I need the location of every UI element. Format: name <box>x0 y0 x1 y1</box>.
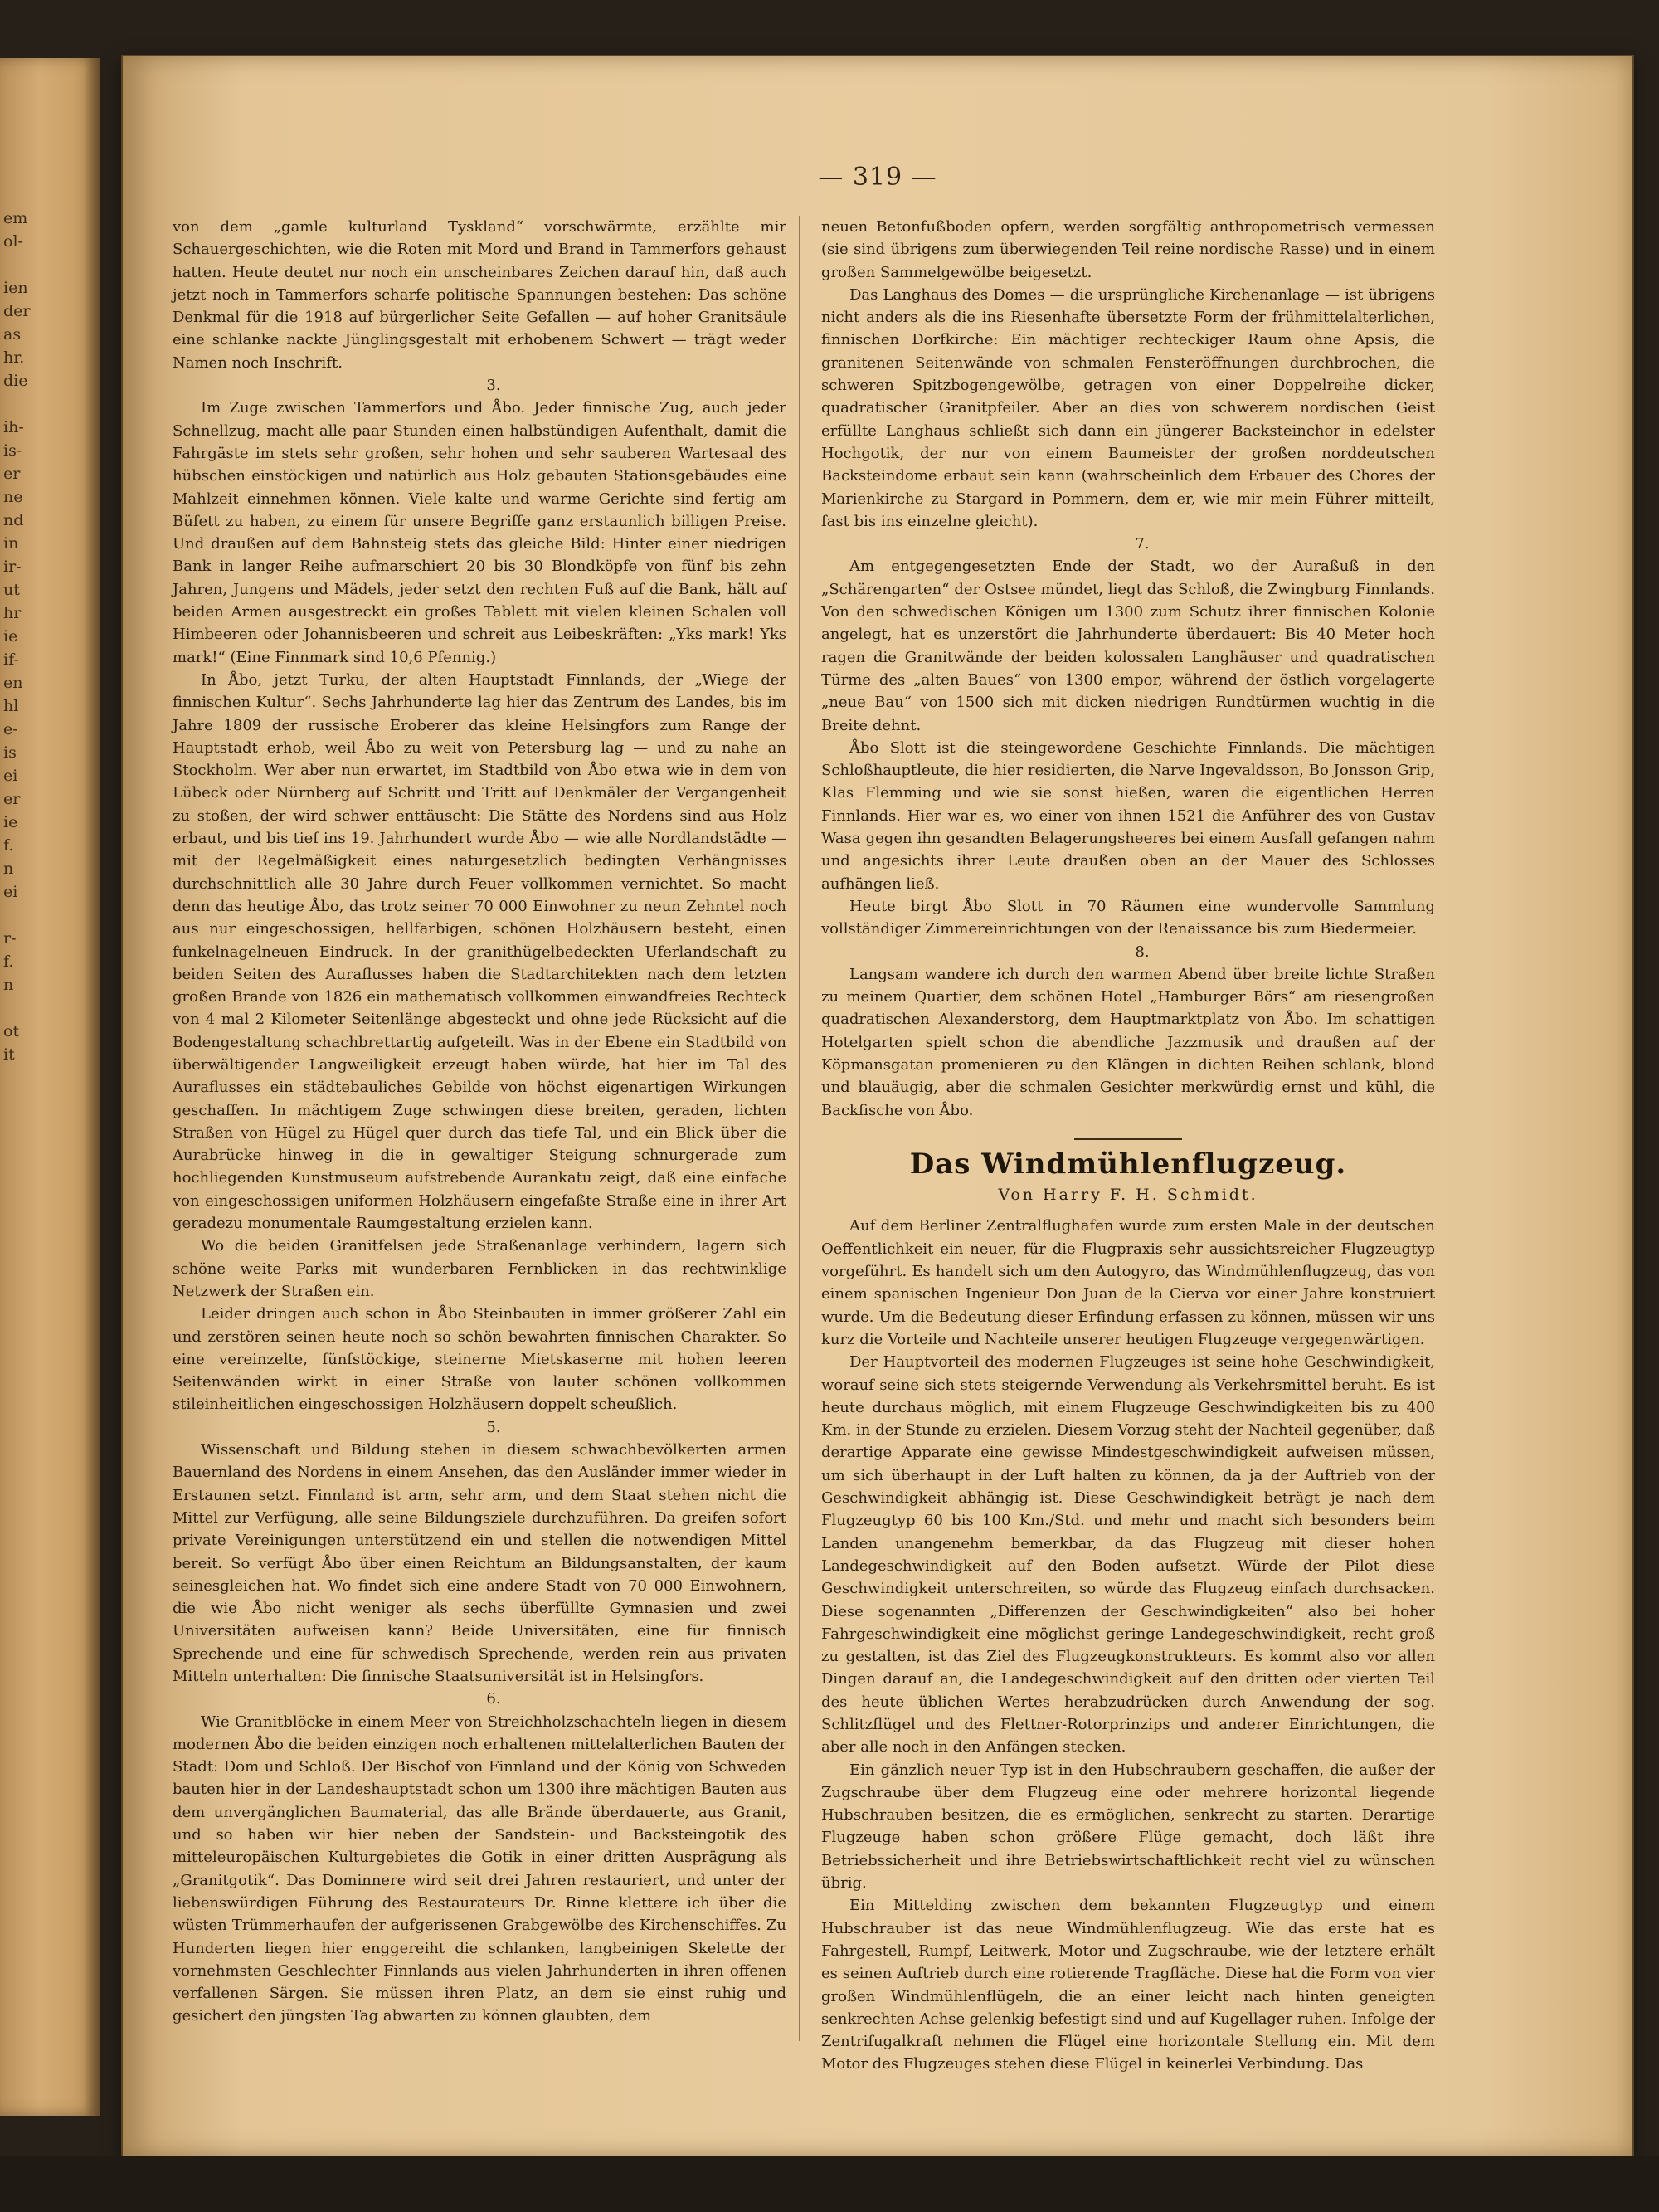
left-page-fragment: e- <box>3 720 18 738</box>
article-paragraph-1: Auf dem Berliner Zentralflughafen wurde zum ersten Male in der deutschen Oeffentlichkeit ein neuer, für die Flugpraxis sehr aussichtsreicher Flugzeugtyp vorgeführt. Es handelt sich um den Autogyro, das Windmühlenflugzeug, das von einem spanischen Ingenieur Don Juan de la Cierva vor einer Jahre konstruiert wurde. Um die Bedeutung dieser Erfindung erfassen zu können, müssen wir uns kurz die Vorteile und Nachteile unserer heutigen Flugzeuge vergegenwärtigen. <box>821 1217 1435 1348</box>
paragraph-train: Im Zuge zwischen Tammerfors und Åbo. Jeder finnische Zug, auch jeder Schnellzug, macht alle paar Stunden einen halbstündigen Aufenthalt, damit die Fahrgäste im stets sehr großen, sehr hohen und sehr sauberen Wartesaal des hübschen einstöckigen und natürlich aus Holz gebauten Stationsgebäudes eine Mahlzeit einnehmen können. Viele kalte und warme Gerichte sind fertig am Büfett zu haben, zu einem für unsere Begriffe ganz erstaunlich billigen Preise. Und draußen auf dem Bahnsteig stets das gleiche Bild: Hinter einer niedrigen Bank in langer Reihe aufmarschiert 20 bis 30 Blondköpfe von fünf bis zehn Jahren, Jungens und Mädels, jeder setzt den rechten Fuß auf die Bank, hält auf beiden Armen ausgestreckt ein großes Tablett mit vielen kleinen Schalen voll Himbeeren oder Johannisbeeren und schreit aus Leibeskräften: „Yks mark! Yks mark!“ (Eine Finnmark sind 10,6 Pfennig.) <box>173 399 786 666</box>
left-page-fragment: der <box>3 302 31 320</box>
left-page-fragment: ei <box>3 883 18 901</box>
left-page-fragment: is- <box>3 441 22 460</box>
left-page-fragment: if- <box>3 650 19 669</box>
left-page-fragment: r- <box>3 929 17 948</box>
left-page-fragment: em <box>3 209 28 227</box>
section-number-8: 8. <box>1135 943 1150 961</box>
left-page-fragment: ien <box>3 279 28 297</box>
left-page-fragment: en <box>3 674 23 692</box>
paragraph-sammlung: Heute birgt Åbo Slott in 70 Räumen eine wundervolle Sammlung vollständiger Zimmereinrichtungen von der Renaissance bis zum Biedermeier. <box>821 897 1435 938</box>
left-page-fragment: ie <box>3 813 18 831</box>
left-page-fragment: ih- <box>3 418 24 436</box>
left-page-fragment: nd <box>3 511 24 529</box>
paragraph-schloss: Am entgegengesetzten Ende der Stadt, wo der Auraßuß in den „Schärengarten“ der Ostsee mündet, liegt das Schloß, die Zwingburg Finnlands. Von den schwedischen Königen um 1300 zum Schutz ihrer finnischen Kolonie angelegt, hat es unzerstört die Jahrhunderte überdauert: Bis 40 Meter hoch ragen die Granitwände der beiden kolossalen Langhäuser und quadratischen Türme des „alten Baues“ von 1300 empor, während der östlich vorgelagerte „neue Bau“ von 1500 sich mit dicken niedrigen Rundtürmen wuchtig in die Breite dehnt. <box>821 558 1435 734</box>
section-number-5: 5. <box>486 1418 501 1436</box>
paragraph-intro: von dem „gamle kulturland Tyskland“ vorschwärmte, erzählte mir Schauergeschichten, wie die Roten mit Mord und Brand in Tammerfors gehaust hatten. Heute deutet nur noch ein unscheinbares Zeichen darauf hin, daß auch jetzt noch in Tammerfors scharfe politische Spannungen bestehen: Das schöne Denkmal für die 1918 auf bürgerlicher Seite Gefallen — auf hoher Granitsäule eine schlanke nackte Jünglingsgestalt mit erhobenem Schwert — trägt weder Namen noch Inschrift. <box>173 218 786 372</box>
left-page-fragment: ut <box>3 581 20 599</box>
paragraph-abo: In Åbo, jetzt Turku, der alten Hauptstadt Finnlands, der „Wiege der finnischen Kultur“. Sechs Jahrhunderte lag hier das Zentrum des Landes, bis im Jahre 1809 der russische Eroberer das kleine Helsingfors zum Range der Hauptstadt erhob, weil Åbo zu weit von Petersburg lag — und zu nahe an Stockholm. Wer aber nun erwartet, im Stadtbild von Åbo etwa wie in dem von Lübeck oder Nürnberg auf Schritt und Tritt auf Denkmäler der Vergangenheit zu stoßen, der wird schwer enttäuscht: Die Stätte des Nordens sind aus Holz erbaut, und bis tief ins 19. Jahrhundert wurde Åbo — wie alle Nordlandstädte — mit der Regelmäßigkeit eines naturgesetzlich bedingten Verhängnisses durchschnittlich alle 30 Jahre durch Feuer vollkommen vernichtet. So macht denn das heutige Åbo, das trotz seiner 70 000 Einwohner zu neun Zehntel noch aus nur eingeschossigen, hellfarbigen, schönen Holzhäusern besteht, einen funkelnagelneuen Eindruck. In der granithügelbedeckten Uferlandschaft zu beiden Seiten des Auraflusses haben die Stadtarchitekten nach dem letzten großen Brande von 1826 ein mathematisch vollkommen einwandfreies Rechteck von 4 mal 2 Kilometer Seitenlänge abgesteckt und ohne jede Rücksicht auf die Bodengestaltung schachbrettartig aufgeteilt. Was in der Ebene ein Stadtbild von überwältigender Langweiligkeit erzeugt haben würde, hat hier im Tal des Auraflusses ein städtebauliches Gebilde von höchst eigenartigen Wirkungen geschaffen. In mächtigem Zuge schwingen diese breiten, geraden, lichten Straßen von Hügel zu Hügel quer durch das tiefe Tal, und ein Blick über die Aurabrücke hinweg in die in gewaltiger Steigung schnurgerade zum hochliegenden Kunstmuseum aufstrebende Aurankatu zeigt, daß eine einfache von eingeschossigen uniformen Holzhäusern eingefaßte Straße eine in ihrer Art geradezu monumentale Raumgestaltung erzielen kann. <box>173 670 786 1233</box>
article-paragraph-2: Der Hauptvorteil des modernen Flugzeuges ist seine hohe Geschwindigkeit, worauf seine sich stets steigernde Verwendung als Verkehrsmittel beruht. Es ist heute durchaus möglich, mit einem Flugzeuge Geschwindigkeiten bis zu 400 Km. in der Stunde zu erzielen. Diesem Vorzug steht der Nachteil gegenüber, daß derartige Apparate eine gewisse Mindestgeschwindigkeit aufweisen müssen, um sich überhaupt in der Luft halten zu können, da ja der Auftrieb von der Geschwindigkeit abhängig ist. Diese Geschwindigkeit beträgt je nach dem Flugzeugtyp 60 bis 100 Km./Std. und mehr und macht sich besonders beim Landen unangenehm bemerkbar, da das Flugzeug mit dieser hohen Landegeschwindigkeit auf den Boden aufsetzt. Würde der Pilot diese Geschwindigkeit unterschreiten, so würde das Flugzeug einfach durchsacken. Diese sogenannten „Differenzen der Geschwindigkeiten“ also bei hoher Fahrgeschwindigkeit eine möglichst geringe Landegeschwindigkeit, recht groß zu gestalten, ist das Ziel des Flugzeugkonstrukteurs. Es kommt also vor allen Dingen darauf an, die Landegeschwindigkeit auf den dritten oder vierten Teil des heute üblichen Wertes herabzudrücken durch Anwendung der sog. Schlitzflügel und des Flettner-Rotorprinzips und anderer Einrichtungen, die aber alle noch in den Anfängen stecken. <box>821 1353 1435 1756</box>
newspaper-page <box>123 56 1632 2156</box>
right-column <box>821 216 1435 2076</box>
left-page-fragment: n <box>3 860 14 878</box>
left-page-fragment: ot <box>3 1022 20 1040</box>
left-page-fragment: it <box>3 1045 15 1064</box>
left-page-fragment: f. <box>3 953 14 971</box>
left-page-fragment: ei <box>3 767 18 785</box>
left-page-fragment: er <box>3 790 21 808</box>
left-page-fragment: f. <box>3 836 14 855</box>
left-page-fragment: er <box>3 465 21 483</box>
section-number-3: 3. <box>486 377 501 395</box>
paragraph-continuation: neuen Betonfußboden opfern, werden sorgfältig anthropometrisch vermessen (sie sind übrigens zum überwiegenden Teil reine nordische Rasse) und in einem großen Sammelgewölbe beigesetzt. <box>821 218 1435 281</box>
paragraph-dom: Wie Granitblöcke in einem Meer von Streichholzschachteln liegen in diesem modernen Åbo die beiden einzigen noch erhaltenen mittelalterlichen Bauten der Stadt: Dom und Schloß. Der Bischof von Finnland und der König von Schweden bauten hier in der Landeshauptstadt schon um 1300 ihre mächtigen Bauten aus dem unvergänglichen Baumaterial, das alle Brände überdauerte, aus Granit, und so haben wir hier neben der Sandstein- und Backsteingotik des mitteleuropäischen Kulturgebietes die Gotik in einer dritten Ausprägung als „Granitgotik“. Das Dominnere wird seit drei Jahren restauriert, und unter der liebenswürdigen Führung des Restaurateurs Dr. Rinne klettere ich über die wüsten Trümmerhaufen der aufgerissenen Grabgewölbe des Kirchenschiffes. Zu Hunderten liegen hier enggereiht die schlanken, langbeinigen Skelette der vornehmsten Geschlechter Finnlands aus vielen Jahrhunderten in ihren offenen verfallenen Särgen. Sie müssen ihren Platz, an dem sie einst ruhig und gesichert den jüngsten Tag abwarten zu können glaubten, dem <box>173 1713 786 2025</box>
left-page-fragment: hr. <box>3 348 25 367</box>
article-title: Das Windmühlenflugzeug. <box>909 1147 1347 1181</box>
left-page-fragment: ir- <box>3 558 22 576</box>
left-page-fragment: ie <box>3 627 18 646</box>
left-column <box>173 216 786 2028</box>
left-page-fragment: hr <box>3 604 22 622</box>
left-page-edge <box>0 58 100 2116</box>
left-page-fragment: in <box>3 534 19 553</box>
section-number-6: 6. <box>486 1690 501 1708</box>
paragraph-langhaus: Das Langhaus des Domes — die ursprüngliche Kirchenanlage — ist übrigens nicht anders als die ins Riesenhafte übersetzte Form der frühmittelalterlichen, finnischen Dorfkirche: Ein mächtiger rechteckiger Raum ohne Apsis, die granitenen Seitenwände von schmalen Fensteröffnungen durchbrochen, die schweren Spitzbogengewölbe, getragen von einer Doppelreihe dicker, quadratischer Granitpfeiler. Aber an dies von schwerem nordischen Geist erfüllte Langhaus schließt sich dann ein jüngerer Backsteinchor in edelster Hochgotik, der nur von einem Baumeister der großen norddeutschen Backsteindome erbaut sein kann (wahrscheinlich dem Erbauer des Chores der Marienkirche zu Stargard in Pommern, dem er, wie mir mein Führer mitteilt, fast bis ins einzelne gleicht). <box>821 285 1435 530</box>
left-page-fragment: ne <box>3 488 23 506</box>
paragraph-abend: Langsam wandere ich durch den warmen Abend über breite lichte Straßen zu meinem Quartier, dem schönen Hotel „Hamburger Börs“ am riesengroßen quadratischen Alexanderstorg, dem Hauptmarktplatz von Åbo. Im schattigen Hotelgarten spielt schon die abendliche Jazzmusik und draußen auf der Köpmansgatan promenieren zu den Klängen in dichten Reihen schlank, blond und blauäugig, aber die schmalen Gesichter merkwürdig ernst und kühl, die Backfische von Åbo. <box>821 965 1435 1119</box>
left-page-fragment: ol- <box>3 232 23 251</box>
article-separator <box>1074 1138 1182 1140</box>
paragraph-steinbauten: Leider dringen auch schon in Åbo Steinbauten in immer größerer Zahl ein und zerstören seinen heute noch so schön bewahrten finnischen Charakter. So eine vereinzelte, fünfstöckige, steinerne Mietskaserne mit hohen leeren Seitenwänden wirkt in einer Straße von lauter schönen vollkommen stileinheitlichen eingeschossigen Holzhäusern doppelt scheußlich. <box>173 1305 786 1414</box>
left-page-fragment: n <box>3 976 14 994</box>
article-paragraph-4: Ein Mittelding zwischen dem bekannten Flugzeugtyp und einem Hubschrauber ist das neue Windmühlenflugzeug. Wie das erste hat es Fahrgestell, Rumpf, Leitwerk, Motor und Zugschraube, wie der letztere erhält es seinen Auftrieb durch eine rotierende Tragfläche. Diese hat die Form von vier großen Windmühlenflügeln, die an einer leicht nach hinten geneigten senkrechten Achse gelenkig befestigt sind und auf Kugellager ruhen. Infolge der Zentrifugalkraft nehmen die Flügel eine horizontale Stellung ein. Mit dem Motor des Flugzeuges stehen diese Flügel in keinerlei Verbindung. Das <box>821 1897 1435 2073</box>
page-number: — 319 — <box>818 163 937 192</box>
paragraph-slott: Åbo Slott ist die steingewordene Geschichte Finnlands. Die mächtigen Schloßhauptleute, die hier residierten, die Narve Ingevaldsson, Bo Jonsson Grip, Klas Flemming und wie sie sonst hießen, waren die eigentlichen Herren Finnlands. Hier war es, wo einer von ihnen 1521 die Anführer des von Gustav Wasa gegen ihn gesandten Belagerungsheeres bei einem Ausfall gefangen nahm und angesichts ihrer Leute draußen oben an der Mauer des Schlosses aufhängen ließ. <box>821 738 1435 893</box>
paragraph-bildung: Wissenschaft und Bildung stehen in diesem schwachbevölkerten armen Bauernland des Nordens in einem Ansehen, das den Ausländer immer wieder in Erstaunen setzt. Finnland ist arm, sehr arm, und dem Staat stehen nicht die Mittel zur Verfügung, alle seine Bildungsziele durchzuführen. Da greifen sofort private Vereinigungen unterstützend ein und stellen die notwendigen Mittel bereit. So verfügt Åbo über einen Reichtum an Bildungsanstalten, der kaum seinesgleichen hat. Wo findet sich eine andere Stadt von 70 000 Einwohnern, die wie Åbo nicht weniger als sechs überfüllte Gymnasien und zwei Universitäten aufweisen kann? Beide Universitäten, eine für finnisch Sprechende und eine für schwedisch Sprechende, werden rein aus privaten Mitteln unterhalten: Die finnische Staatsuniversität ist in Helsingfors. <box>173 1441 786 1685</box>
left-page-fragment: as <box>3 325 22 343</box>
article-paragraph-3: Ein gänzlich neuer Typ ist in den Hubschraubern geschaffen, die außer der Zugschraube über dem Flugzeug eine oder mehrere horizontal liegende Hubschrauben besitzen, die es ermöglichen, senkrecht zu starten. Derartige Flugzeuge haben schon größere Flüge gemacht, doch läßt ihre Betriebssicherheit und ihre Betriebswirtschaftlichkeit recht viel zu wünschen übrig. <box>821 1761 1435 1893</box>
paragraph-parks: Wo die beiden Granitfelsen jede Straßenanlage verhindern, lagern sich schöne weite Parks mit wunderbaren Fernblicken in das rechtwinklige Netzwerk der Straßen ein. <box>173 1237 786 1300</box>
section-number-7: 7. <box>1135 535 1150 553</box>
left-page-fragment: die <box>3 372 28 390</box>
column-divider <box>799 216 800 2041</box>
article-author: Von Harry F. H. Schmidt. <box>998 1186 1258 1205</box>
left-page-fragment: is <box>3 743 17 762</box>
left-page-fragment: hl <box>3 697 19 715</box>
scan-background-bottom <box>0 2156 1659 2212</box>
